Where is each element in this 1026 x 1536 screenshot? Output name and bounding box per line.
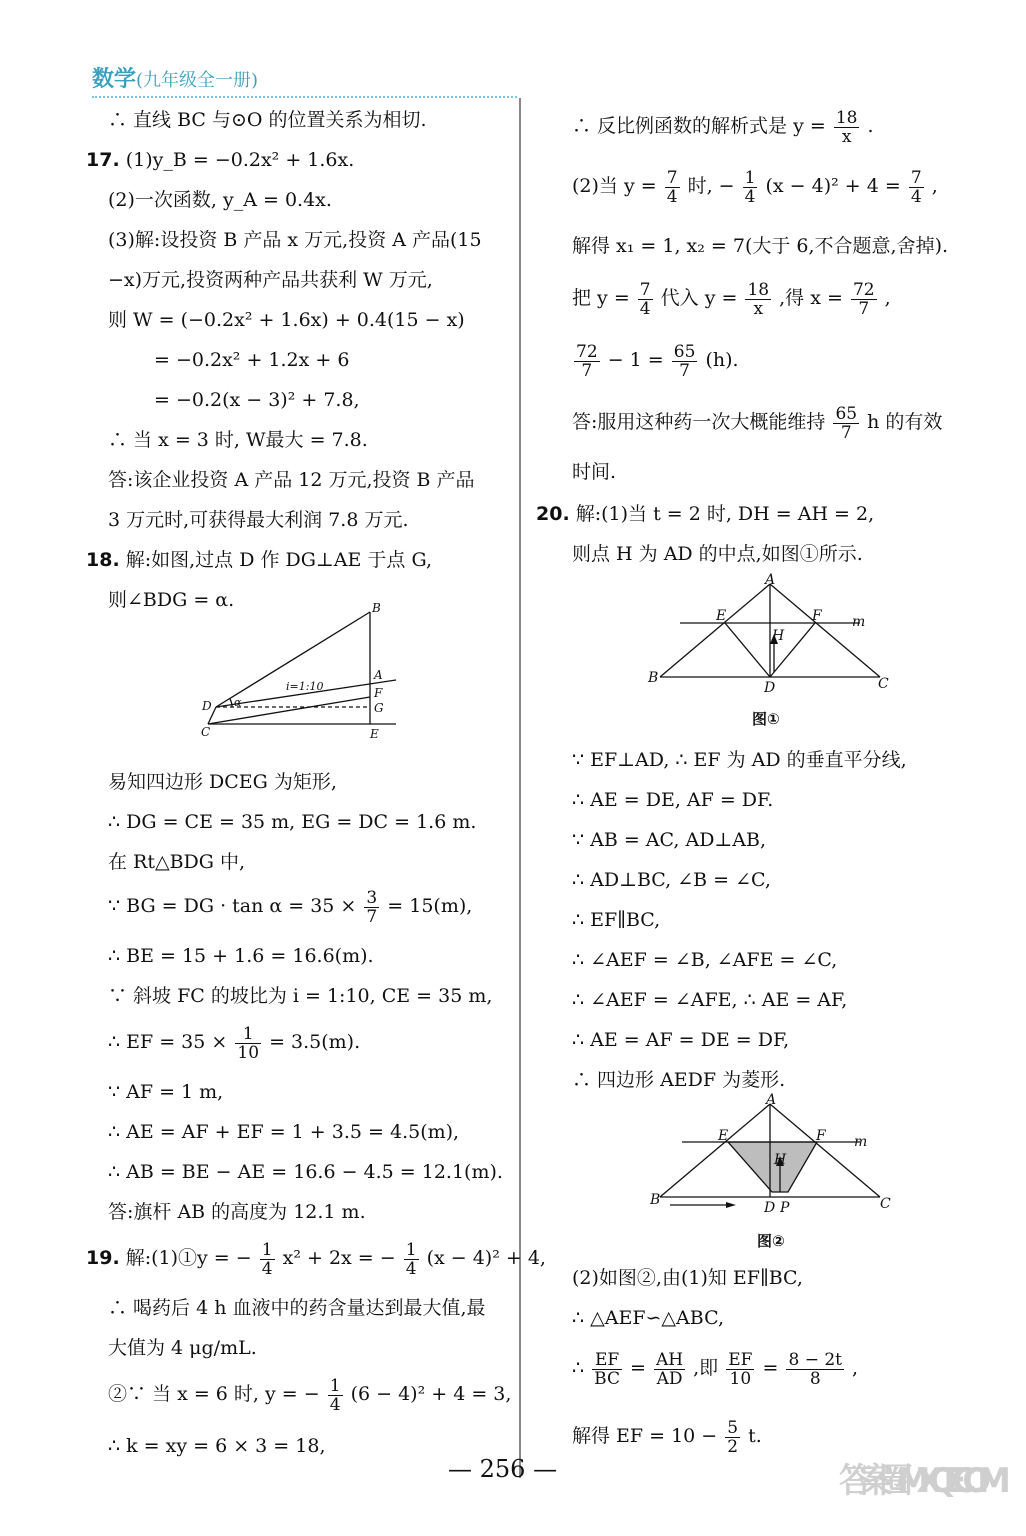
fraction [574,343,600,380]
text-line: (1)y_B = −0.2x² + 1.6x. [125,149,355,171]
numerator: 7 [666,167,678,188]
numerator: 3 [366,887,378,908]
fraction [851,281,877,318]
denominator: 4 [666,186,678,207]
question-number: 18. [86,549,120,571]
text-line: ∴ 喝药后 4 h 血液中的药含量达到最大值,最 [108,1297,486,1319]
label-b: B [650,1192,661,1208]
text-line: ∵ AF = 1 m, [108,1081,224,1103]
text-fragment: = 15(m), [387,895,473,917]
label-alpha: α [234,696,242,709]
watermark-text: 答案圈 MXQE.COM [839,1461,1011,1501]
figure-2 [640,1092,900,1217]
text-fragment: , [852,1357,859,1379]
fraction [260,1241,275,1278]
fraction [745,281,771,318]
label-g: G [374,701,384,715]
text-line: ∴ DG = CE = 35 m, EG = DC = 1.6 m. [108,811,477,833]
text-fragment: 把 y = [572,287,630,309]
question-20 [536,494,874,534]
header-subtitle: (九年级全一册) [136,70,259,91]
label-f: F [816,1128,826,1144]
denominator: x [841,126,852,147]
fraction [592,1351,622,1388]
label-e: E [718,1128,729,1144]
numerator: 7 [910,167,922,188]
text-line: ∴ EF∥BC, [572,909,661,931]
text-line: 3 万元时,可获得最大利润 7.8 万元. [108,509,409,531]
text-line: = −0.2x² + 1.2x + 6 [154,349,350,371]
label-c: C [880,1196,891,1212]
numerator: 8 − 2t [788,1349,842,1370]
line-ac [770,584,880,677]
fraction [743,169,758,206]
text-fragment: (2)当 y = [572,175,657,197]
fraction [726,1351,754,1388]
text-fragment: ∴ EF = 35 × [108,1031,228,1053]
fraction [725,1419,740,1456]
numerator: AH [655,1349,684,1370]
header-rule [92,96,517,98]
text-line: 时间. [572,461,617,483]
text-fragment: (h). [705,349,739,371]
text-line: (2)一次函数, y_A = 0.4x. [108,189,332,211]
formula-line [108,1374,511,1414]
text-line: ∴ AE = AF + EF = 1 + 3.5 = 4.5(m), [108,1121,460,1143]
text-fragment: 时, − [687,175,735,197]
label-slope: i=1:10 [286,680,324,693]
label-m: m [852,614,866,630]
fraction [654,1351,685,1388]
text-fragment: (x − 4)² + 4, [426,1247,546,1269]
denominator: 4 [329,1394,341,1415]
text-fragment: t. [748,1425,762,1447]
text-fragment: 解:(1)①y = − [125,1247,252,1269]
numerator: 72 [852,279,875,300]
text-line: ∵ 斜坡 FC 的坡比为 i = 1:10, CE = 35 m, [108,985,493,1007]
header-title: 数学 [92,67,137,92]
denominator: 2 [727,1436,739,1457]
question-number: 17. [86,149,120,171]
label-m: m [854,1134,868,1150]
denominator: 7 [366,906,378,927]
line-ed [725,623,770,677]
text-fragment: ,得 x = [779,287,843,309]
fraction [672,343,698,380]
text-line: 则点 H 为 AD 的中点,如图①所示. [572,543,863,565]
numerator: 65 [673,341,696,362]
text-fragment: x² + 2x = − [282,1247,396,1269]
denominator: 4 [639,298,651,319]
fraction [638,281,653,318]
numerator: EF [728,1349,753,1370]
shaded-region [728,1142,817,1192]
label-c: C [201,725,211,739]
text-line: ∴ 当 x = 3 时, W最大 = 7.8. [108,429,368,451]
numerator: 72 [576,341,598,362]
text-line: 答:该企业投资 A 产品 12 万元,投资 B 产品 [108,469,475,491]
running-header [92,62,258,93]
numerator: 7 [639,279,651,300]
label-e: E [370,727,379,741]
numerator: EF [592,1351,622,1370]
text-line: ∵ EF⊥AD, ∴ EF 为 AD 的垂直平分线, [572,749,907,771]
question-number: 19. [86,1247,120,1269]
fraction [665,169,680,206]
motion-arrow-icon [726,1202,736,1208]
figure-2-caption: 图② [757,1232,785,1250]
label-h: H [774,1152,787,1168]
text-line: ∴ △AEF∽△ABC, [572,1307,724,1329]
text-line: 解:如图,过点 D 作 DG⊥AE 于点 G, [125,549,433,571]
fraction [235,1025,261,1062]
formula-line [572,278,891,318]
text-line: ∴ BE = 15 + 1.6 = 16.6(m). [108,945,374,967]
text-line: ∴ ∠AEF = ∠AFE, ∴ AE = AF, [572,989,848,1011]
text-line: −x)万元,投资两种产品共获利 W 万元, [108,269,433,291]
formula-line [572,402,942,442]
numerator: 1 [744,167,756,188]
formula-line [108,1022,360,1062]
label-d: D [764,1200,776,1216]
label-f: F [374,686,383,700]
question-19 [86,1238,546,1278]
fraction [786,1351,844,1388]
fraction [404,1241,419,1278]
label-a: A [766,1092,777,1108]
denominator: 4 [744,186,756,207]
text-fragment: = 3.5(m). [269,1031,361,1053]
label-d: D [764,680,776,696]
numerator: 1 [329,1375,341,1396]
denominator: 8 [809,1368,821,1389]
label-d: D [202,699,212,713]
fraction [834,109,860,146]
formula-line [572,166,938,206]
label-a: A [374,668,383,682]
figure-1 [640,572,900,697]
numerator: 65 [835,403,858,424]
denominator: 7 [840,422,852,443]
flagpole-figure [196,598,406,746]
numerator: 1 [235,1025,261,1044]
denominator: 10 [237,1042,260,1063]
text-fragment: 解得 EF = 10 − [572,1425,718,1447]
formula-line [572,106,874,146]
label-p: P [780,1200,790,1216]
label-b: B [372,601,381,615]
text-line: (3)解:设投资 B 产品 x 万元,投资 A 产品(15 [108,229,482,251]
formula-line [572,1416,762,1456]
alpha-arc [230,699,232,707]
formula-line [572,340,739,380]
fraction [909,169,924,206]
text-line: ∵ AB = AC, AD⊥AB, [572,829,767,851]
text-line: 答:旗杆 AB 的高度为 12.1 m. [108,1201,366,1223]
figure-1-caption: 图① [752,710,780,728]
denominator: x [753,298,764,319]
text-line: 则∠BDG = α. [108,589,235,611]
text-fragment: ②∵ 当 x = 6 时, y = − [108,1383,320,1405]
question-18 [86,540,432,580]
label-a: A [765,572,776,588]
text-fragment: (x − 4)² + 4 = [765,175,901,197]
text-fragment: − 1 = [607,349,664,371]
text-line: ∴ AE = DE, AF = DF. [572,789,774,811]
fraction [364,889,379,926]
fraction [328,1377,343,1414]
formula-line [572,1348,858,1388]
denominator: 7 [679,360,690,381]
text-line: 在 Rt△BDG 中, [108,851,246,873]
text-line: 解得 x₁ = 1, x₂ = 7(大于 6,不合题意,舍掉). [572,235,949,257]
text-fragment: 代入 y = [660,287,738,309]
text-line: 易知四边形 DCEG 为矩形, [108,771,337,793]
text-line: ∴ ∠AEF = ∠B, ∠AFE = ∠C, [572,949,838,971]
text-line: 大值为 4 μg/mL. [108,1337,257,1359]
label-f: F [812,608,822,624]
text-fragment: , [931,175,938,197]
denominator: 7 [858,298,870,319]
text-fragment: 答:服用这种药一次大概能维持 [572,411,826,433]
text-fragment: , [884,287,891,309]
page-number: — 256 — [448,1455,558,1483]
text-line: ∴ AE = AF = DE = DF, [572,1029,790,1051]
text-line: ∴ k = xy = 6 × 3 = 18, [108,1435,326,1457]
denominator: 10 [729,1368,752,1389]
denominator: 4 [261,1258,273,1279]
text-fragment: ,即 [693,1357,719,1379]
text-line: = −0.2(x − 3)² + 7.8, [154,389,360,411]
question-17 [86,140,354,180]
numerator: 1 [261,1239,273,1260]
formula-line [108,886,472,926]
denominator: BC [594,1368,620,1389]
watermark-logo [835,1452,1015,1528]
numerator: 1 [405,1239,417,1260]
text-fragment: = [762,1357,779,1379]
label-c: C [878,676,889,692]
label-b: B [648,670,659,686]
text-line: ∴ AD⊥BC, ∠B = ∠C, [572,869,771,891]
question-number: 20. [536,503,570,525]
label-e: E [716,608,727,624]
text-line: ∴ 四边形 AEDF 为菱形. [572,1069,786,1091]
label-h: H [772,628,785,644]
numerator: 18 [835,107,858,128]
text-fragment: . [867,115,874,137]
text-line: 解:(1)当 t = 2 时, DH = AH = 2, [575,503,875,525]
denominator: 4 [910,186,922,207]
line-ab [660,584,770,677]
text-fragment: ∴ [572,1357,585,1379]
fraction [833,405,859,442]
numerator: 5 [727,1417,739,1438]
denominator: 4 [405,1258,417,1279]
denominator: 7 [581,360,593,381]
text-fragment: (6 − 4)² + 4 = 3, [350,1383,512,1405]
numerator: 18 [747,279,770,300]
text-fragment: = [630,1357,646,1379]
text-fragment: h 的有效 [867,411,943,433]
slope-line [208,697,370,724]
text-line: 则 W = (−0.2x² + 1.6x) + 0.4(15 − x) [108,309,465,331]
text-line: ∴ AB = BE − AE = 16.6 − 4.5 = 12.1(m). [108,1161,503,1183]
text-line: ∴ 直线 BC 与⊙O 的位置关系为相切. [108,109,427,131]
text-fragment: ∵ BG = DG · tan α = 35 × [108,895,357,917]
text-line: (2)如图②,由(1)知 EF∥BC, [572,1267,803,1289]
text-fragment: ∴ 反比例函数的解析式是 y = [572,115,826,137]
denominator: AD [656,1368,683,1389]
